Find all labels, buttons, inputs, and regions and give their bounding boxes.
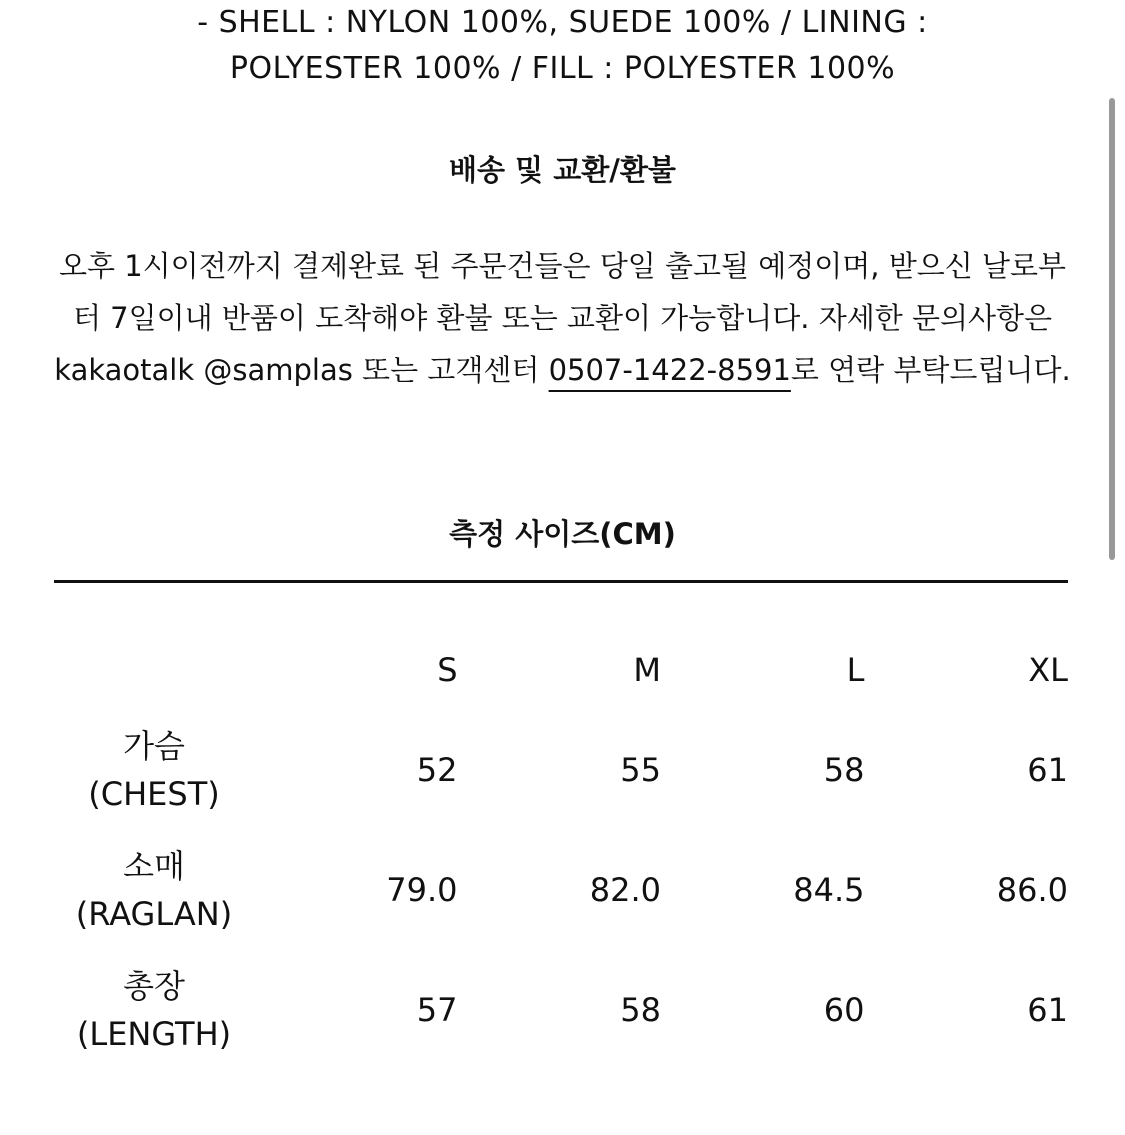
size-header: XL <box>1028 651 1068 689</box>
table-row <box>54 950 1068 1070</box>
phone-link[interactable]: 0507-1422-8591 <box>548 353 791 387</box>
table-header-row <box>54 630 1068 710</box>
materials-line: - SHELL : NYLON 100%, SUEDE 100% / LINING : <box>197 5 928 40</box>
size-table-title: 측정 사이즈(CM) <box>449 517 676 551</box>
materials-text <box>40 0 1085 92</box>
row-label-en: (LENGTH) <box>76 1015 232 1053</box>
cell: 79.0 <box>386 871 458 909</box>
row-label-ko: 가슴 <box>123 727 185 765</box>
scrollbar[interactable] <box>1109 98 1115 560</box>
cell: 58 <box>823 751 865 789</box>
cell: 61 <box>1027 991 1068 1029</box>
cell: 82.0 <box>589 871 661 909</box>
cell: 61 <box>1027 751 1068 789</box>
materials-line: POLYESTER 100% / FILL : POLYESTER 100% <box>229 51 896 86</box>
cell: 55 <box>620 751 661 789</box>
size-header: M <box>633 651 661 689</box>
size-table <box>54 630 1068 1070</box>
table-row <box>54 830 1068 950</box>
shipping-body: 오후 1시이전까지 결제완료 된 주문건들은 당일 출고될 예정이며, 받으신 날로부터 7일이내 반품이 도착해야 환불 또는 교환이 가능합니다. 자세한 문의사항은 kakaotalk @samplas 또는 고객센터 <box>54 249 1067 387</box>
cell: 52 <box>416 751 458 789</box>
row-label-ko: 총장 <box>123 967 185 1005</box>
table-row <box>54 710 1068 830</box>
row-label-en: (CHEST) <box>88 775 220 813</box>
row-label-en: (RAGLAN) <box>75 895 233 933</box>
row-label-ko: 소매 <box>123 847 185 885</box>
cell: 86.0 <box>996 871 1068 909</box>
cell: 58 <box>620 991 661 1029</box>
divider <box>54 580 1068 583</box>
cell: 57 <box>416 991 458 1029</box>
shipping-text <box>50 240 1075 396</box>
shipping-title: 배송 및 교환/환불 <box>449 153 676 187</box>
size-header: L <box>846 651 865 689</box>
shipping-body-end: 로 연락 부탁드립니다. <box>790 353 1071 387</box>
size-header: S <box>437 651 458 689</box>
cell: 60 <box>823 991 865 1029</box>
cell: 84.5 <box>793 871 865 909</box>
